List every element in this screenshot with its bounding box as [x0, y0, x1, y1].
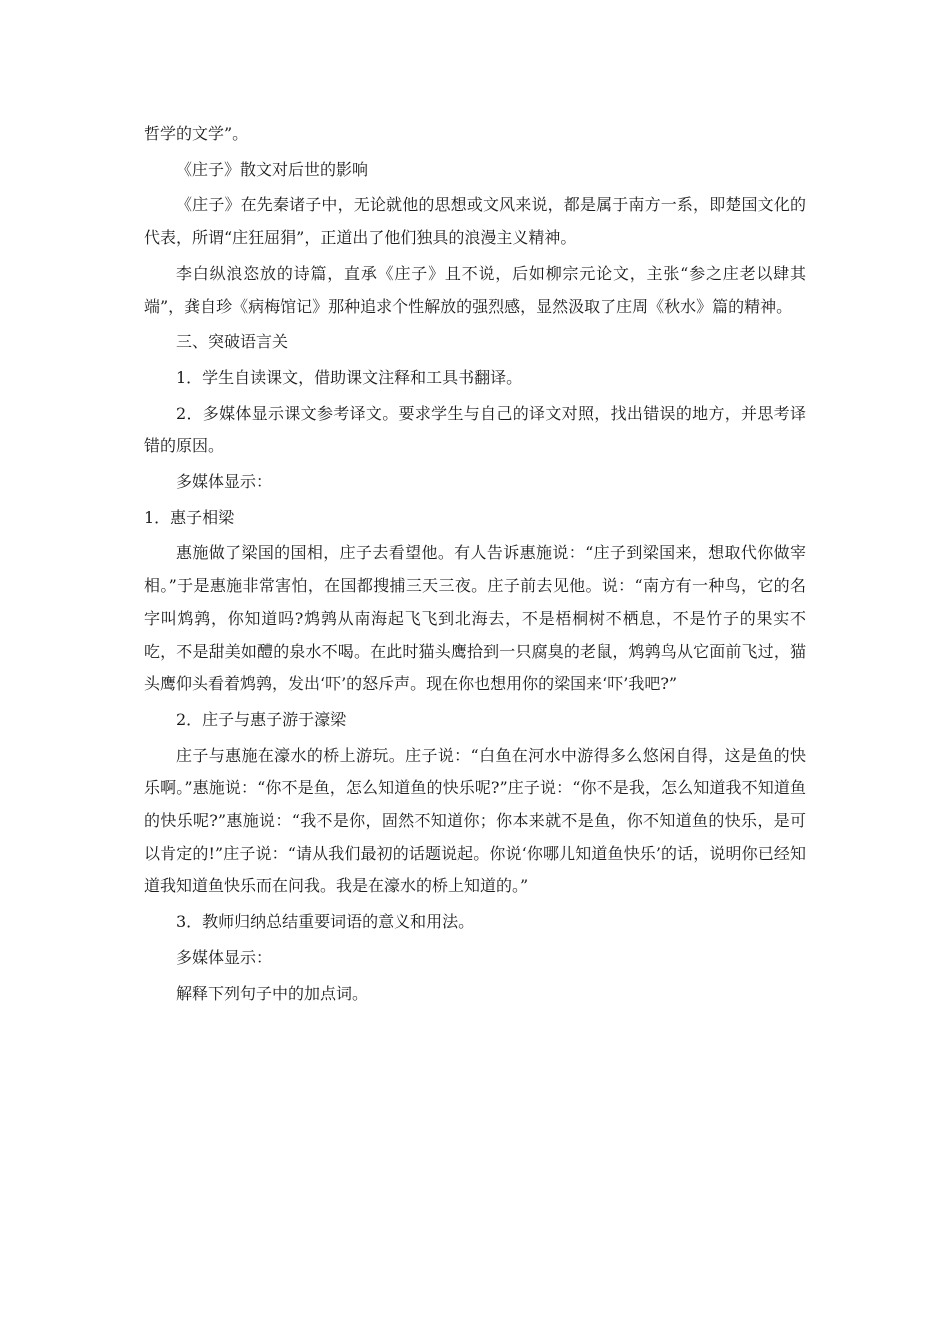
document-body: [144, 118, 806, 1013]
paragraph-later-influence: 李白纵浪恣放的诗篇，直承《庄子》且不说，后如柳宗元论文，主张“参之庄老以肆其端”，龚自珍《病梅馆记》那种追求个性解放的强烈感，显然汲取了庄周《秋水》篇的精神。: [144, 263, 806, 316]
list-item-reference-translation: 2．多媒体显示课文参考译文。要求学生与自己的译文对照，找出错误的地方，并思考译错的原因。: [144, 403, 806, 456]
paragraph-haoliang-translation: 庄子与惠施在濠水的桥上游玩。庄子说：“白鱼在河水中游得多么悠闲自得，这是鱼的快乐啊。”惠施说：“你不是鱼，怎么知道鱼的快乐呢?”庄子说：“你不是我，怎么知道我不知道鱼的快乐呢?”惠施说：“我不是你，固然不知道你；你本来就不是鱼，你不知道鱼的快乐，是可以肯定的!”庄子说：“请从我们最初的话题说起。你说‘你哪儿知道鱼快乐’的话，说明你已经知道我知道鱼快乐而在问我。我是在濠水的桥上知道的。”: [144, 745, 806, 896]
section-heading-influence: 《庄子》散文对后世的影响: [176, 159, 369, 179]
list-item-self-reading: 1．学生自读课文，借助课文注释和工具书翻译。: [176, 367, 523, 387]
paragraph-huizi-translation: 惠施做了梁国的国相，庄子去看望他。有人告诉惠施说：“庄子到梁国来，想取代你做宰相。”于是惠施非常害怕，在国都搜捕三天三夜。庄子前去见他。说：“南方有一种鸟，它的名字叫鸩鹑，你知道吗?鸩鹑从南海起飞飞到北海去，不是梧桐树不栖息，不是竹子的果实不吃，不是甜美如醴的泉水不喝。在此时猫头鹰拾到一只腐臭的老鼠，鸩鹑鸟从它面前飞过，猫头鹰仰头看着鸩鹑，发出‘吓’的怒斥声。现在你也想用你的梁国来‘吓’我吧?”: [144, 543, 806, 694]
instruction-explain-words: 解释下列句子中的加点词。: [176, 983, 369, 1003]
paragraph-chu-culture: 《庄子》在先秦诸子中，无论就他的思想或文风来说，都是属于南方一系，即楚国文化的代表，所谓“庄狂屈狷”，正道出了他们独具的浪漫主义精神。: [144, 195, 806, 248]
label-multimedia-display: 多媒体显示：: [176, 472, 273, 492]
paragraph-continuation: 哲学的文学”。: [144, 124, 249, 143]
subheading-haoliang: 2．庄子与惠子游于濠梁: [176, 709, 347, 729]
list-item-summary-words: 3．教师归纳总结重要词语的意义和用法。: [176, 912, 475, 932]
subheading-huizi-xiangliang: 1．惠子相梁: [144, 507, 235, 527]
section-heading-language: 三、突破语言关: [176, 332, 289, 352]
label-multimedia-display-2: 多媒体显示：: [176, 947, 273, 967]
